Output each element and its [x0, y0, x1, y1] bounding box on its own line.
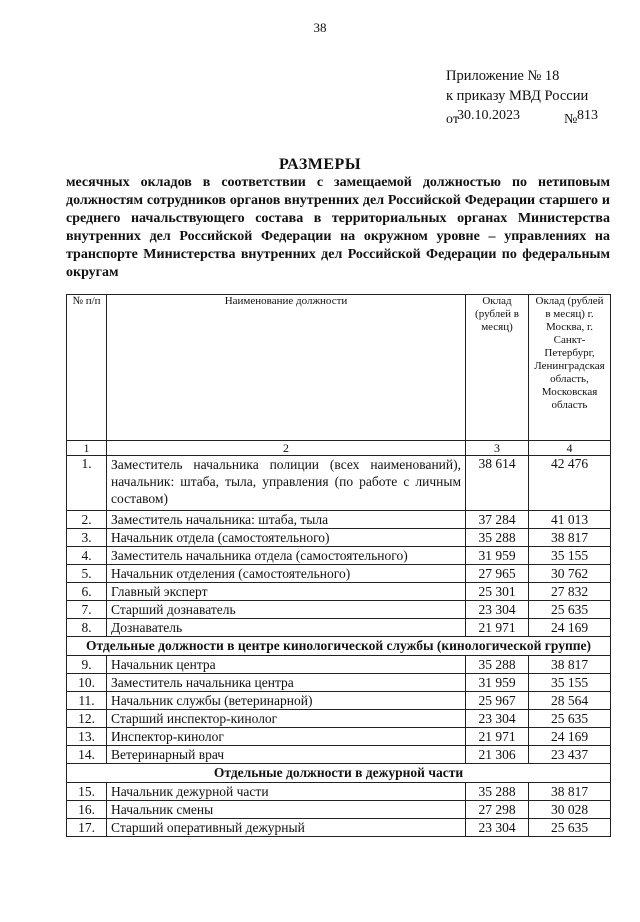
row-salary: 27 298 [466, 801, 529, 819]
row-number: 11. [67, 692, 107, 710]
table-row [67, 529, 611, 547]
row-salary: 35 288 [466, 656, 529, 674]
appendix-order-ref: к приказу МВД России [446, 88, 589, 104]
column-number: 1 [67, 441, 107, 456]
appendix-block [446, 66, 636, 128]
row-salary-moscow: 27 832 [529, 583, 611, 601]
order-date: 30.10.2023 [457, 108, 520, 123]
table-row [67, 619, 611, 637]
row-salary: 37 284 [466, 511, 529, 529]
row-position-name: Начальник службы (ветеринарной) [107, 692, 466, 710]
table-row [67, 819, 611, 837]
row-salary-moscow: 25 635 [529, 819, 611, 837]
row-salary-moscow: 41 013 [529, 511, 611, 529]
column-number: 3 [466, 441, 529, 456]
row-salary-moscow: 42 476 [529, 456, 611, 511]
table-row [67, 583, 611, 601]
row-position-name: Старший инспектор-кинолог [107, 710, 466, 728]
row-position-name: Заместитель начальника: штаба, тыла [107, 511, 466, 529]
section-heading-kennel: Отдельные должности в центре кинологической службы (кинологической группе) [67, 637, 611, 656]
row-salary-moscow: 25 635 [529, 710, 611, 728]
order-number: 813 [577, 108, 598, 123]
row-salary-moscow: 38 817 [529, 656, 611, 674]
row-number: 17. [67, 819, 107, 837]
column-number: 2 [107, 441, 466, 456]
table-row [67, 710, 611, 728]
row-position-name: Главный эксперт [107, 583, 466, 601]
table-row [67, 565, 611, 583]
row-position-name: Ветеринарный врач [107, 746, 466, 764]
row-salary: 27 965 [466, 565, 529, 583]
table-row [67, 801, 611, 819]
row-salary: 21 971 [466, 728, 529, 746]
header-salary: Оклад (рублей в месяц) [466, 295, 529, 441]
row-number: 5. [67, 565, 107, 583]
row-position-name: Старший оперативный дежурный [107, 819, 466, 837]
row-salary: 23 304 [466, 819, 529, 837]
appendix-title: Приложение № 18 [446, 68, 560, 84]
table-header-row [67, 295, 611, 441]
row-number: 8. [67, 619, 107, 637]
row-salary-moscow: 24 169 [529, 728, 611, 746]
table-row [67, 692, 611, 710]
column-number-row [67, 441, 611, 456]
order-date-prefix: от [446, 112, 459, 127]
row-number: 15. [67, 783, 107, 801]
page-number: 38 [313, 20, 327, 35]
section-heading-duty: Отдельные должности в дежурной части [67, 764, 611, 783]
row-number: 3. [67, 529, 107, 547]
row-position-name: Заместитель начальника центра [107, 674, 466, 692]
row-salary-moscow: 35 155 [529, 547, 611, 565]
row-number: 2. [67, 511, 107, 529]
row-number: 14. [67, 746, 107, 764]
table-row [67, 547, 611, 565]
row-number: 12. [67, 710, 107, 728]
row-number: 1. [67, 456, 107, 511]
column-number: 4 [529, 441, 611, 456]
row-salary-moscow: 38 817 [529, 529, 611, 547]
row-number: 10. [67, 674, 107, 692]
document-subtitle: месячных окладов в соответствии с замещаемой должностью по нетиповым должностям сотрудников органов внутренних дел Российской Федерации старшего и среднего начальствующего состава в территориальных органах Министерства внутренних дел Российской Федерации на окружном уровне – управлениях на транспорте Министерства внутренних дел Российской Федерации по федеральным округам [66, 175, 610, 280]
section-row [67, 764, 611, 783]
row-salary: 35 288 [466, 783, 529, 801]
row-salary: 21 306 [466, 746, 529, 764]
table-row [67, 656, 611, 674]
row-salary: 38 614 [466, 456, 529, 511]
row-position-name: Заместитель начальника полиции (всех наименований), начальник: штаба, тыла, управления (по работе с личным составом) [107, 456, 466, 511]
row-salary: 21 971 [466, 619, 529, 637]
table-row [67, 728, 611, 746]
row-salary: 31 959 [466, 674, 529, 692]
header-position-name: Наименование должности [107, 295, 466, 441]
row-position-name: Начальник отделения (самостоятельного) [107, 565, 466, 583]
table-row [67, 511, 611, 529]
row-number: 9. [67, 656, 107, 674]
table-row [67, 674, 611, 692]
table-row [67, 746, 611, 764]
row-number: 6. [67, 583, 107, 601]
row-salary: 31 959 [466, 547, 529, 565]
row-position-name: Начальник дежурной части [107, 783, 466, 801]
row-salary: 23 304 [466, 710, 529, 728]
row-salary-moscow: 35 155 [529, 674, 611, 692]
row-position-name: Заместитель начальника отдела (самостоятельного) [107, 547, 466, 565]
header-salary-moscow: Оклад (рублей в месяц) г. Москва, г. Санкт-Петербург, Ленинградская область, Московская область [529, 295, 611, 441]
row-number: 16. [67, 801, 107, 819]
row-position-name: Инспектор-кинолог [107, 728, 466, 746]
row-salary-moscow: 38 817 [529, 783, 611, 801]
row-salary: 25 301 [466, 583, 529, 601]
row-position-name: Дознаватель [107, 619, 466, 637]
row-number: 7. [67, 601, 107, 619]
document-title: РАЗМЕРЫ [278, 156, 362, 173]
row-number: 4. [67, 547, 107, 565]
row-salary: 35 288 [466, 529, 529, 547]
row-position-name: Начальник отдела (самостоятельного) [107, 529, 466, 547]
table-row [67, 783, 611, 801]
section-row [67, 637, 611, 656]
row-salary-moscow: 30 762 [529, 565, 611, 583]
order-number-prefix: № [564, 112, 578, 127]
row-position-name: Начальник центра [107, 656, 466, 674]
row-salary-moscow: 28 564 [529, 692, 611, 710]
salary-table [66, 294, 611, 837]
row-position-name: Начальник смены [107, 801, 466, 819]
row-salary-moscow: 23 437 [529, 746, 611, 764]
row-salary-moscow: 30 028 [529, 801, 611, 819]
row-salary-moscow: 24 169 [529, 619, 611, 637]
header-num: № п/п [67, 295, 107, 441]
table-row [67, 601, 611, 619]
row-number: 13. [67, 728, 107, 746]
row-salary-moscow: 25 635 [529, 601, 611, 619]
appendix-order-line [446, 106, 636, 128]
row-salary: 25 967 [466, 692, 529, 710]
row-salary: 23 304 [466, 601, 529, 619]
table-row [67, 456, 611, 511]
row-position-name: Старший дознаватель [107, 601, 466, 619]
